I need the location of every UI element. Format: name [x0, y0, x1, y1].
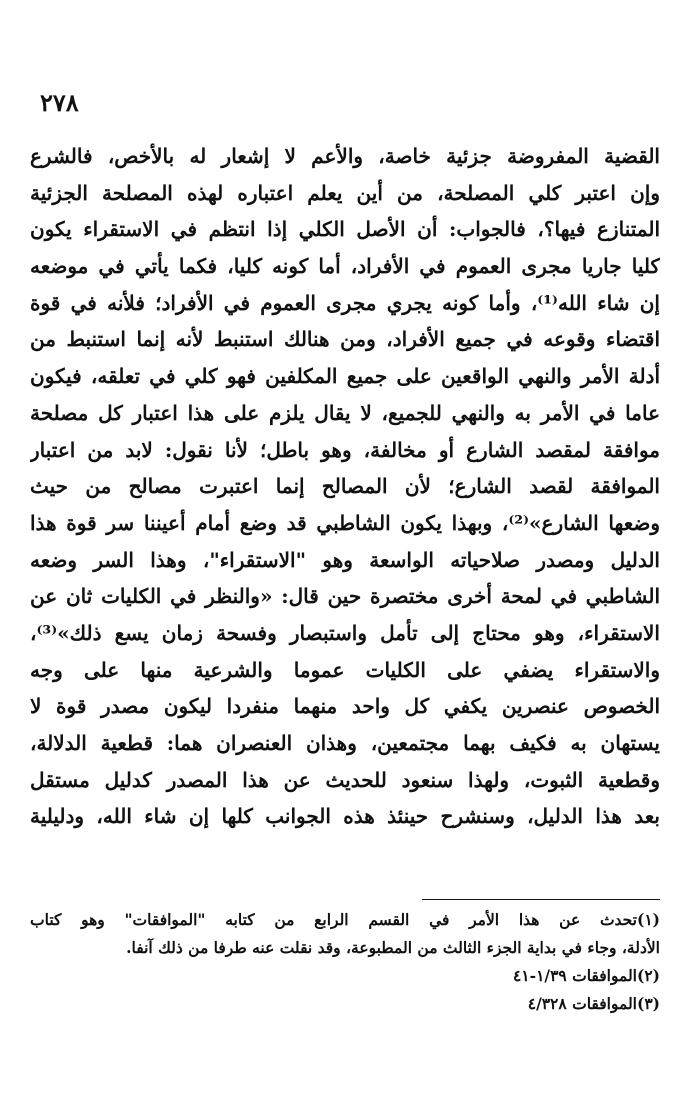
text-line: يستهان به فكيف بهما مجتمعين، وهذان العنصران هما: قطعية الدلالة، — [30, 731, 660, 755]
text-line: وإن اعتبر كلي المصلحة، من أين يعلم اعتباره لهذه المصلحة الجزئية — [30, 180, 660, 205]
text-line: والاستقراء يضفي على الكليات عموما والشرعية منها على وجه — [30, 657, 660, 682]
footnote-line: (١)تحدث عن هذا الأمر في القسم الرابع من كتابه "الموافقات" وهو كتاب — [30, 910, 660, 929]
text-line: المتنازع فيها؟، فالجواب: أن الأصل الكلي إذا انتظم في الاستقراء يكون — [30, 217, 660, 242]
footnote-line: (٢)الموافقات ١/٣٩-٤١ — [512, 966, 660, 985]
text-line: أدلة الأمر والنهي الواقعين على جميع المكلفين فهو كلي في تعلقه، فيكون — [30, 364, 660, 389]
text-line: وضعها الشارع»⁽²⁾، وبهذا يكون الشاطبي قد وضع أمام أعيننا سر قوة هذا — [30, 510, 660, 535]
text-line: وقطعية الثبوت، ولهذا سنعود للحديث عن هذا المصدر كدليل مستقل — [30, 767, 660, 792]
text-line: بعد هذا الدليل، وسنشرح حينئذ هذه الجوانب كلها إن شاء الله، ودليلية — [30, 804, 660, 829]
text-line: إن شاء الله⁽¹⁾، وأما كونه يجري مجرى العموم في الأفراد؛ فلأنه في قوة — [30, 290, 660, 315]
footnote-line: (٣)الموافقات ٤/٣٢٨ — [527, 994, 660, 1013]
text-line: الاستقراء، وهو محتاج إلى تأمل واستبصار وفسحة زمان يسع ذلك»⁽³⁾، — [30, 620, 660, 645]
text-line: الدليل ومصدر صلاحياته الواسعة وهو "الاستقراء"، وهذا السر وضعه — [30, 547, 660, 572]
body-text — [30, 138, 660, 835]
text-line: الخصوص عنصرين يكفي كل واحد منهما منفردا ليكون مصدر قوة لا — [30, 694, 660, 719]
text-line: الشاطبي في لمحة أخرى مختصرة حين قال: «والنظر في الكليات ثان عن — [30, 584, 660, 609]
text-line: الموافقة لقصد الشارع؛ لأن المصالح إنما اعتبرت مصالح من حيث — [30, 474, 660, 499]
text-line: موافقة لمقصد الشارع أو مخالفة، وهو باطل؛ لأنا نقول: لابد من اعتبار — [30, 437, 660, 462]
footnote-divider — [422, 899, 660, 900]
text-line: كليا جاريا مجرى العموم في الأفراد، أما كونه كليا، فكما يأتي في موضعه — [30, 254, 660, 279]
page-number: ٢٧٨ — [40, 88, 79, 117]
footnotes — [30, 906, 660, 1018]
text-line: اقتضاء وقوعه في جميع الأفراد، ومن هنالك استنبط لأنه إنما استنبط من — [30, 327, 660, 352]
text-line: عاما في الأمر به والنهي للجميع، لا يقال يلزم على هذا اعتبار كل مصلحة — [30, 400, 660, 425]
text-line: القضية المفروضة جزئية خاصة، والأعم لا إشعار له بالأخص، فالشرع — [30, 144, 660, 168]
footnote-line: الأدلة، وجاء في بداية الجزء الثالث من المطبوعة، وقد نقلت عنه طرفا من ذلك آنفا. — [126, 938, 660, 957]
